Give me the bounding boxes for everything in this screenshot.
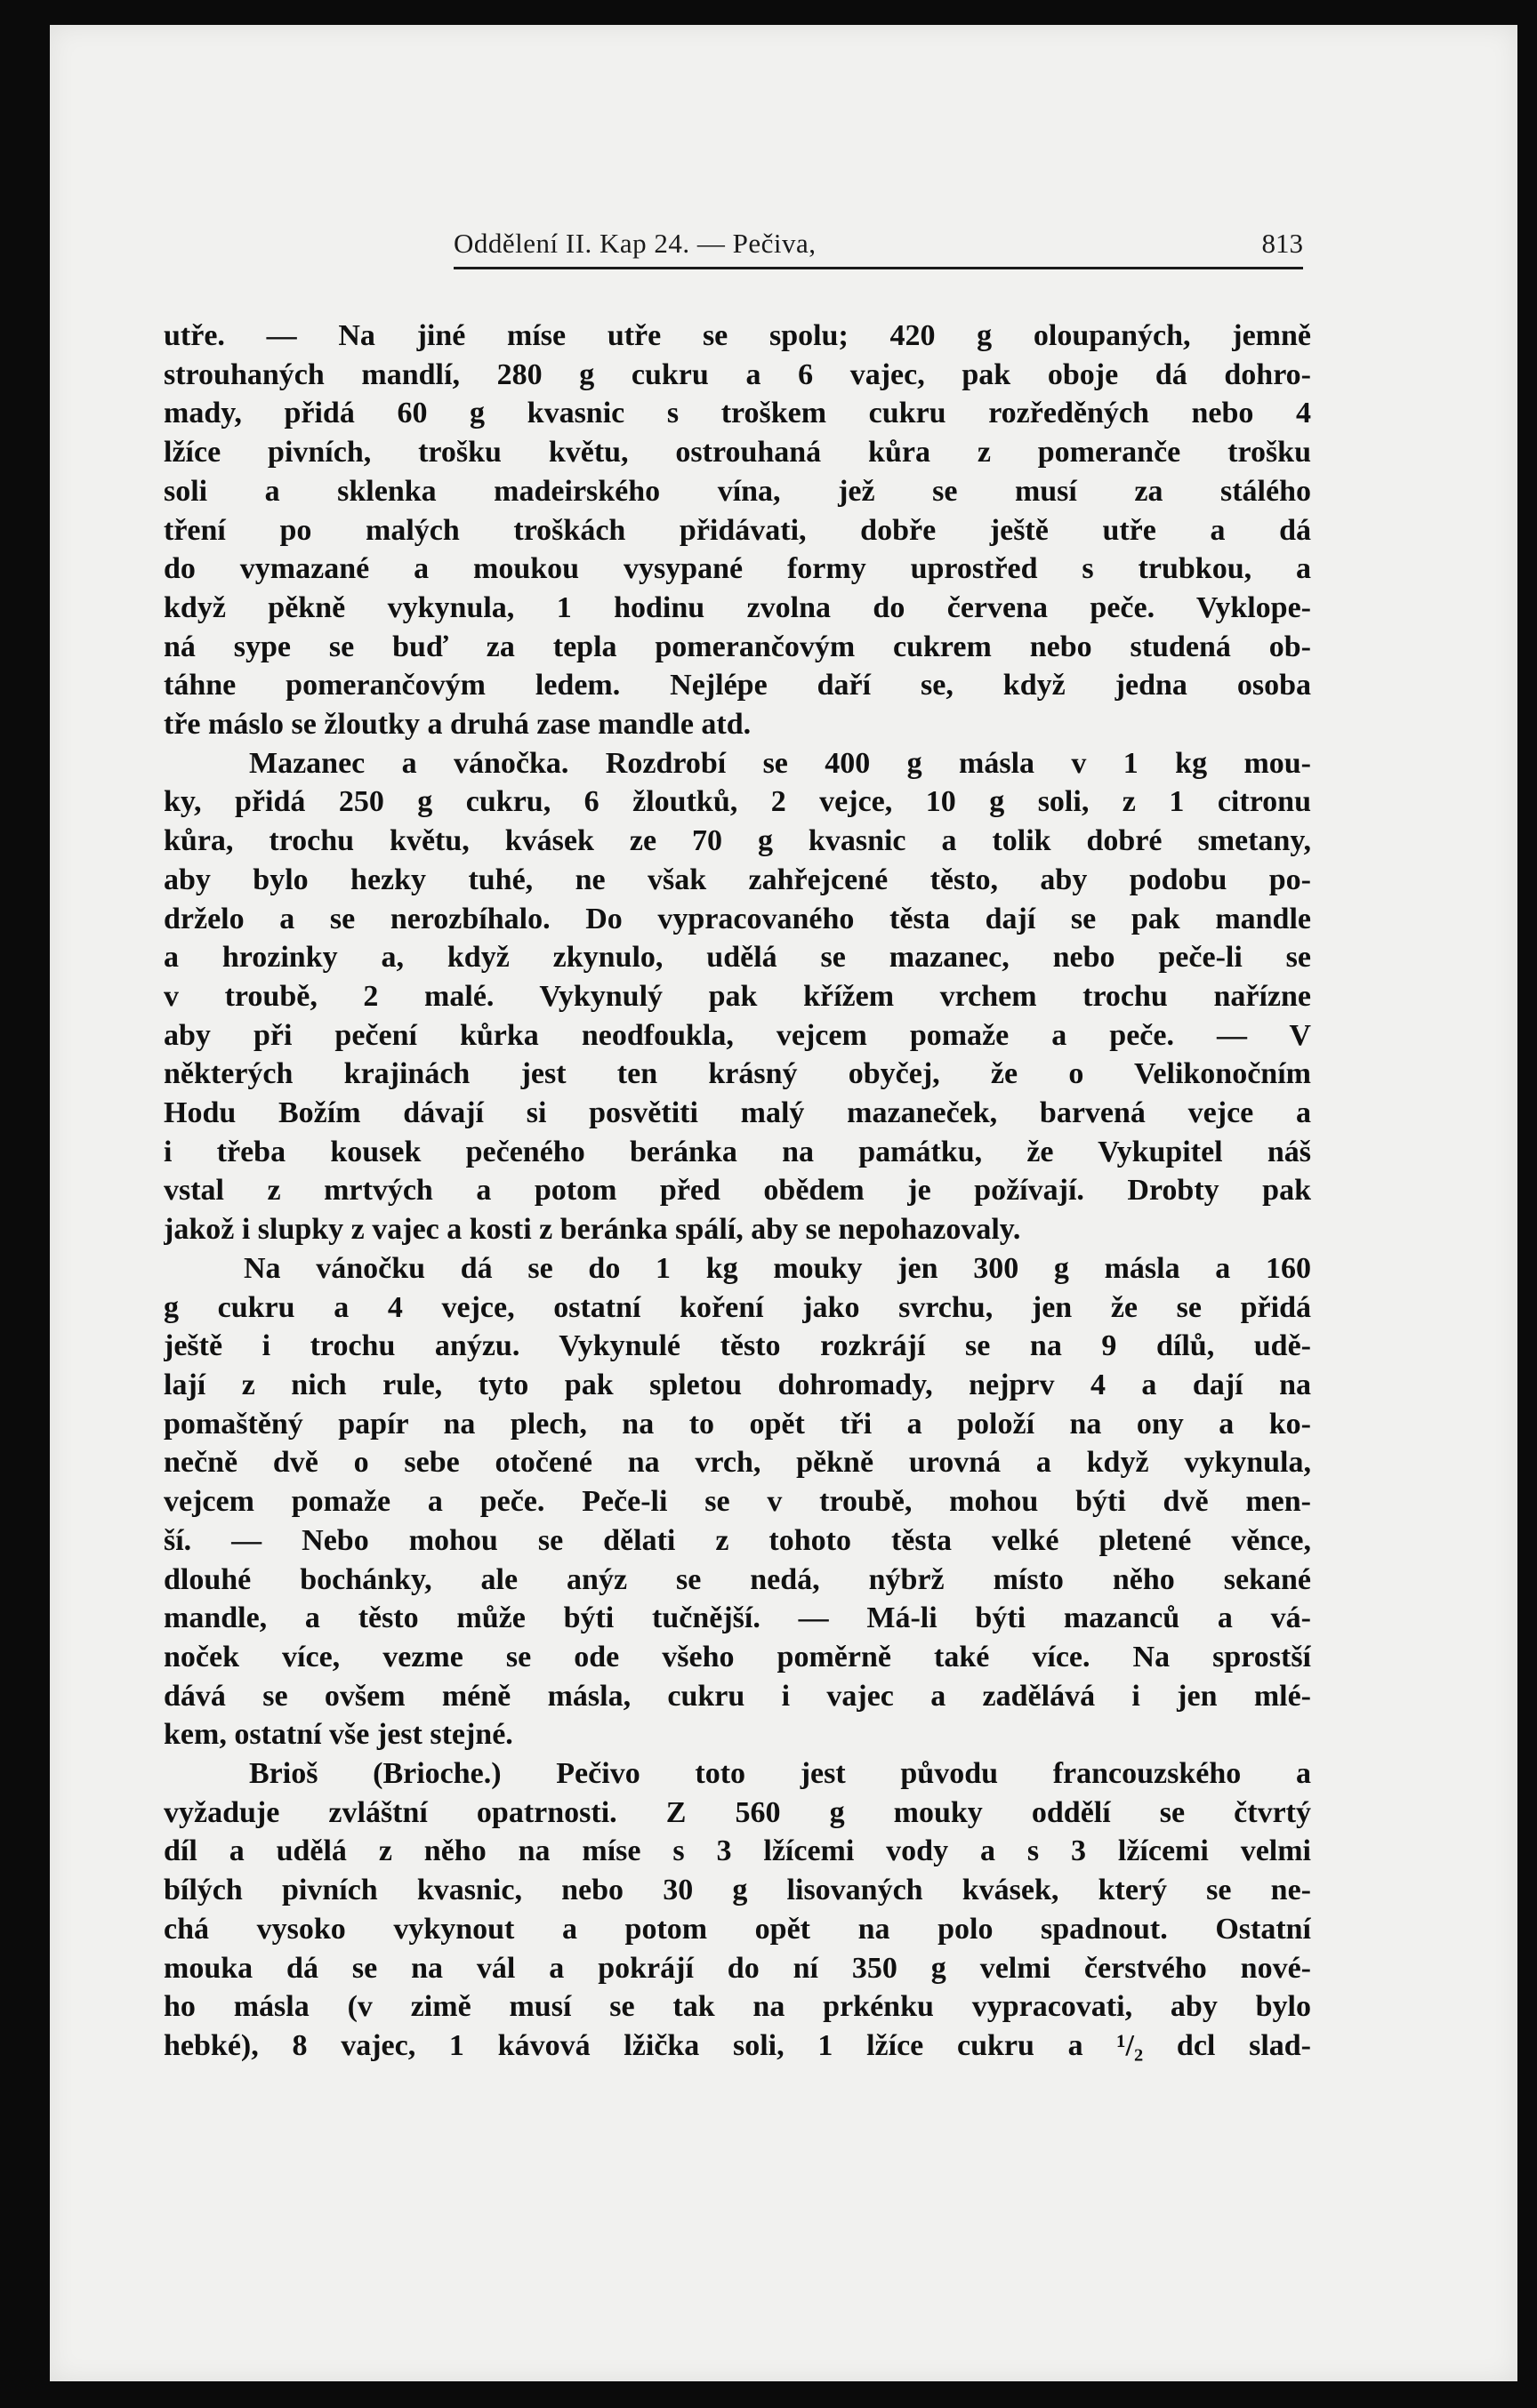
text-line: tře máslo se žloutky a druhá zase mandle atd. bbox=[164, 708, 752, 742]
text-line: lžíce pivních, trošku květu, ostrouhaná kůra z pomeranče trošku bbox=[164, 436, 1311, 470]
text-line: ho másla (v zimě musí se tak na prkénku vypracovati, aby bylo bbox=[164, 1990, 1311, 2024]
text-line: v troubě, 2 malé. Vykynulý pak křížem vrchem trochu nařízne bbox=[164, 979, 1311, 1013]
text-line: ší. — Nebo mohou se dělati z tohoto těsta velké pletené věnce, bbox=[164, 1523, 1311, 1557]
text-line: když pěkně vykynula, 1 hodinu zvolna do červena peče. Vyklope- bbox=[164, 590, 1311, 624]
text-line: Hodu Božím dávají si posvětiti malý mazaneček, barvená vejce a bbox=[164, 1096, 1311, 1130]
text-line: táhne pomerančovým ledem. Nejlépe daří se, když jedna osoba bbox=[164, 669, 1311, 702]
text-line: lají z nich rule, tyto pak spletou dohromady, nejprv 4 a dají na bbox=[164, 1368, 1311, 1401]
text-line: mandle, a těsto může býti tučnější. — Má-li býti mazanců a vá- bbox=[164, 1601, 1311, 1635]
text-line: tření po malých troškách přidávati, dobře ještě utře a dá bbox=[164, 513, 1311, 547]
text-line: dlouhé bochánky, ale anýz se nedá, nýbrž místo něho sekané bbox=[164, 1562, 1311, 1596]
text-line: drželo a se nerozbíhalo. Do vypracovaného těsta dají se pak mandle bbox=[164, 902, 1311, 935]
text-line: hebké), 8 vajec, 1 kávová lžička soli, 1 lžíce cukru a ¹/₂ dcl slad- bbox=[164, 2028, 1311, 2062]
text-line: dává se ovšem méně másla, cukru i vajec a zadělává i jen mlé- bbox=[164, 1679, 1311, 1713]
text-line: mady, přidá 60 g kvasnic s troškem cukru rozředěných nebo 4 bbox=[164, 397, 1311, 430]
text-line: některých krajinách jest ten krásný obyčej, že o Velikonočním bbox=[164, 1057, 1311, 1091]
text-line: do vymazané a moukou vysypané formy uprostřed s trubkou, a bbox=[164, 552, 1311, 586]
text-line: kem, ostatní vše jest stejné. bbox=[164, 1718, 513, 1752]
text-line: pomaštěný papír na plech, na to opět tři a položí na ony a ko- bbox=[164, 1407, 1311, 1441]
text-line: soli a sklenka madeirského vína, jež se musí za stálého bbox=[164, 474, 1311, 508]
text-line: Na vánočku dá se do 1 kg mouky jen 300 g másla a 160 bbox=[244, 1251, 1311, 1285]
text-line: bílých pivních kvasnic, nebo 30 g lisovaných kvásek, který se ne- bbox=[164, 1874, 1311, 1907]
text-line: g cukru a 4 vejce, ostatní koření jako svrchu, jen že se přidá bbox=[164, 1290, 1311, 1324]
text-line: vstal z mrtvých a potom před obědem je požívají. Drobty pak bbox=[164, 1174, 1311, 1208]
page-header bbox=[454, 228, 1303, 269]
page-number: 813 bbox=[1261, 228, 1303, 259]
text-line: jakož i slupky z vajec a kosti z beránka spálí, aby se nepohazovaly. bbox=[164, 1213, 1021, 1247]
page-body-text bbox=[164, 317, 1311, 2066]
text-line: ještě i trochu anýzu. Vykynulé těsto rozkrájí se na 9 dílů, udě- bbox=[164, 1329, 1311, 1363]
text-line: aby bylo hezky tuhé, ne však zahřejcené těsto, aby podobu po- bbox=[164, 863, 1311, 896]
text-line: utře. — Na jiné míse utře se spolu; 420 g oloupaných, jemně bbox=[164, 319, 1311, 352]
text-line: díl a udělá z něho na míse s 3 lžícemi vody a s 3 lžícemi velmi bbox=[164, 1834, 1311, 1868]
text-line: mouka dá se na vál a pokrájí do ní 350 g velmi čerstvého nové- bbox=[164, 1951, 1311, 1985]
text-line: kůra, trochu květu, kvásek ze 70 g kvasnic a tolik dobré smetany, bbox=[164, 824, 1311, 858]
text-line: i třeba kousek pečeného beránka na památku, že Vykupitel náš bbox=[164, 1135, 1311, 1168]
text-line: noček více, vezme se ode všeho poměrně také více. Na sprostší bbox=[164, 1640, 1311, 1674]
text-line: strouhaných mandlí, 280 g cukru a 6 vajec, pak oboje dá dohro- bbox=[164, 357, 1311, 391]
text-line: vejcem pomaže a peče. Peče-li se v troubě, mohou býti dvě men- bbox=[164, 1485, 1311, 1519]
text-line: vyžaduje zvláštní opatrnosti. Z 560 g mouky oddělí se čtvrtý bbox=[164, 1795, 1311, 1829]
paragraph-heading-line: Mazanec a vánočka. Rozdrobí se 400 g másla v 1 kg mou- bbox=[249, 746, 1311, 780]
text-line: ná sype se buď za tepla pomerančovým cukrem nebo studená ob- bbox=[164, 630, 1311, 663]
paragraph-heading-line: Brioš (Brioche.) Pečivo toto jest původu francouzského a bbox=[249, 1757, 1311, 1791]
text-line: nečně dvě o sebe otočené na vrch, pěkně urovná a když vykynula, bbox=[164, 1446, 1311, 1480]
text-line: aby při pečení kůrka neodfoukla, vejcem pomaže a peče. — V bbox=[164, 1018, 1311, 1052]
text-line: chá vysoko vykynout a potom opět na polo spadnout. Ostatní bbox=[164, 1912, 1311, 1946]
text-line: ky, přidá 250 g cukru, 6 žloutků, 2 vejce, 10 g soli, z 1 citronu bbox=[164, 785, 1311, 819]
running-head: Oddělení II. Kap 24. — Pečiva, bbox=[454, 228, 817, 259]
text-line: a hrozinky a, když zkynulo, udělá se mazanec, nebo peče-li se bbox=[164, 941, 1311, 975]
